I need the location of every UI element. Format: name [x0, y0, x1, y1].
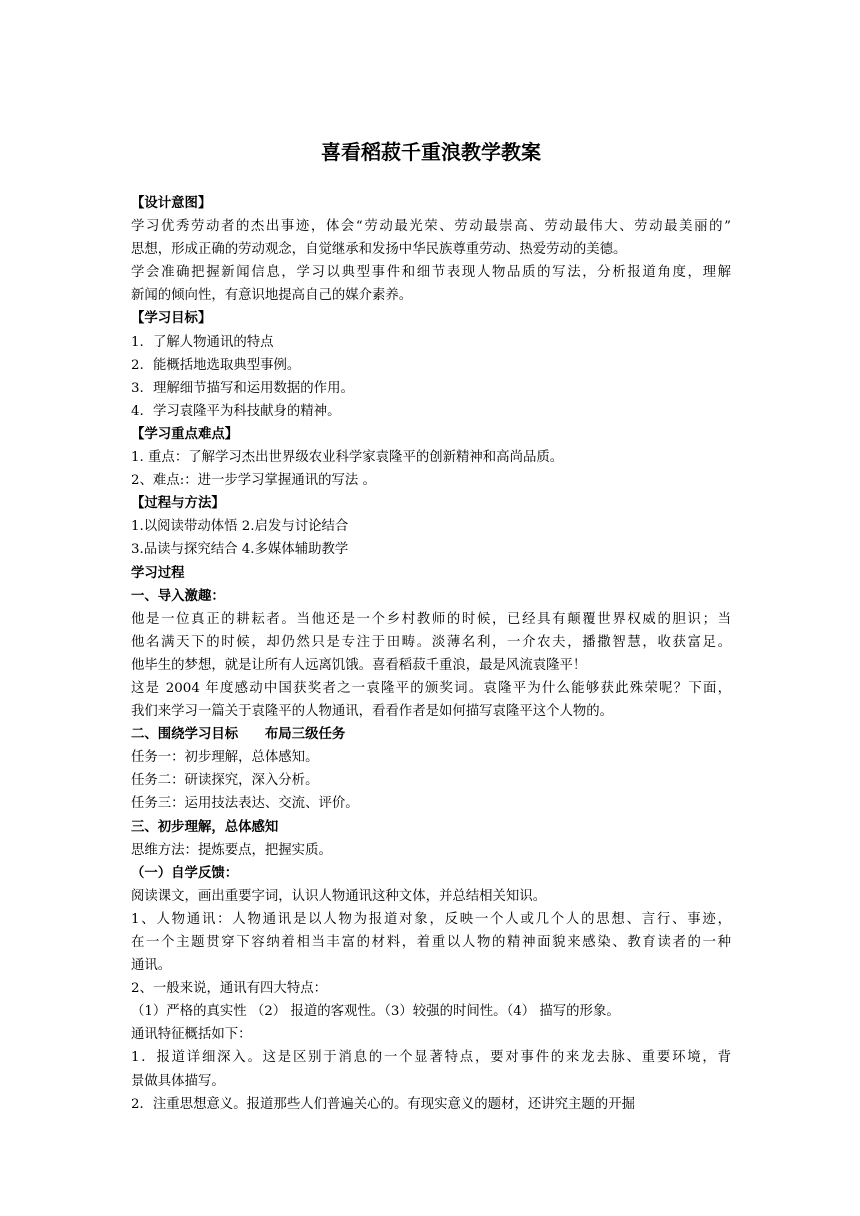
process-method-text: 3.品读与探究结合 4.多媒体辅助教学: [131, 542, 349, 558]
document-body: [131, 137, 731, 1116]
learning-goal-item: [131, 377, 731, 400]
difficulty-text: 2、难点:：进一步学习掌握通讯的写法 。: [131, 473, 376, 489]
design-intent-text: 学会准确把握新闻信息，学习以典型事件和细节表现人物品质的写法，分析报道角度，理解: [131, 265, 731, 281]
process-method-heading: 【过程与方法】: [131, 496, 225, 512]
goal-number: 2.: [131, 357, 144, 373]
design-intent-text: 新闻的倾向性，有意识地提高自己的媒介素养。: [131, 288, 413, 304]
goal-number: 3.: [131, 380, 144, 396]
body-text: 阅读课文，画出重要字词，认识人物通讯这种文体，并总结相关知识。: [131, 888, 547, 904]
body-text: 思维方法：提炼要点，把握实质。: [131, 842, 332, 858]
learning-goals-heading: 【学习目标】: [131, 311, 212, 327]
document-title: 喜看稻菽千重浪教学教案: [321, 140, 541, 164]
body-text: 2．注重思想意义。报道那些人们普遍关心的。有现实意义的题材，还讲究主题的开掘: [131, 1096, 635, 1112]
design-intent-text: 学习优秀劳动者的杰出事迹，体会“劳动最光荣、劳动最崇高、劳动最伟大、劳动最美丽的”: [131, 219, 731, 235]
body-text: 通讯特征概括如下：: [131, 1027, 252, 1043]
task-item: 任务三：运用技法表达、交流、评价。: [131, 796, 359, 812]
process-method-text: 1.以阅读带动体悟 2.启发与讨论结合: [131, 519, 349, 535]
design-intent-text: 思想，形成正确的劳动观念，自觉继承和发扬中华民族尊重劳动、热爱劳动的美德。: [131, 242, 627, 258]
goal-text: 理解细节描写和运用数据的作用。: [153, 380, 354, 396]
section-heading-understanding: 三、初步理解，总体感知: [131, 819, 279, 835]
design-intent-heading: 【设计意图】: [131, 196, 212, 211]
intro-text: 他毕生的梦想，就是让所有人远离饥饿。喜看稻菽千重浪，最是风流袁隆平！: [131, 657, 587, 673]
goal-text: 了解人物通讯的特点: [153, 334, 274, 350]
body-text: 2、一般来说，通讯有四大特点：: [131, 981, 327, 997]
key-points-heading: 【学习重点难点】: [131, 426, 239, 442]
learning-process-heading: 学习过程: [131, 565, 185, 581]
learning-goal-item: [131, 354, 731, 377]
task-item: 任务一：初步理解，总体感知。: [131, 750, 319, 766]
body-text: 1．报道详细深入。这是区别于消息的一个显著特点，要对事件的来龙去脉、重要环境，背: [131, 1050, 731, 1066]
intro-text: 他是一位真正的耕耘者。当他还是一个乡村教师的时候，已经具有颠覆世界权威的胆识；当: [131, 611, 731, 627]
body-text: 通讯。: [131, 958, 172, 974]
goal-number: 4.: [131, 403, 144, 419]
intro-text: 这是 2004 年度感动中国获奖者之一袁隆平的颁奖词。袁隆平为什么能够获此殊荣呢？下面，: [131, 680, 731, 696]
section-heading-intro: 一、导入激趣：: [131, 588, 225, 604]
body-text: 1、人物通讯：人物通讯是以人物为报道对象，反映一个人或几个人的思想、言行、事迹，: [131, 911, 731, 927]
goal-text: 能概括地选取典型事例。: [153, 357, 301, 373]
learning-goal-item: [131, 331, 731, 354]
subsection-heading: （一）自学反馈：: [131, 865, 239, 881]
learning-goal-item: [131, 400, 731, 423]
intro-text: 我们来学习一篇关于袁隆平的人物通讯，看看作者是如何描写袁隆平这个人物的。: [131, 704, 614, 720]
goal-text: 学习袁隆平为科技献身的精神。: [153, 403, 341, 419]
key-point-text: 1. 重点：了解学习杰出世界级农业科学家袁隆平的创新精神和高尚品质。: [131, 450, 564, 466]
goal-number: 1.: [131, 334, 144, 350]
section-heading-tasks: 二、围绕学习目标 布局三级任务: [131, 727, 346, 743]
body-text: 景做具体描写。: [131, 1073, 225, 1089]
body-text: （1）严格的真实性 （2） 报道的客观性。（3）较强的时间性。（4） 描写的形象。: [131, 1004, 620, 1020]
task-item: 任务二：研读探究，深入分析。: [131, 773, 319, 789]
body-text: 在一个主题贯穿下容纳着相当丰富的材料，着重以人物的精神面貌来感染、教育读者的一种: [131, 935, 731, 950]
intro-text: 他名满天下的时候，却仍然只是专注于田畴。淡薄名利，一介农夫，播撒智慧，收获富足。: [131, 634, 731, 650]
